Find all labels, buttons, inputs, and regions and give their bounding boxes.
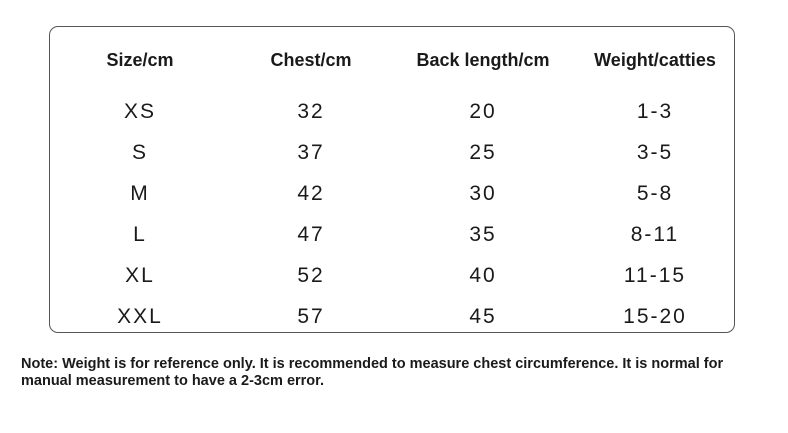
cell-back-length: 25 [469, 140, 497, 164]
column-header-chest: Chest/cm [270, 49, 352, 70]
cell-chest: 32 [297, 99, 325, 123]
cell-weight: 5-8 [636, 181, 674, 205]
cell-weight: 15-20 [623, 304, 687, 328]
cell-chest: 52 [297, 263, 325, 287]
column-header-weight: Weight/catties [594, 49, 716, 70]
table-row [50, 173, 736, 214]
table-row [50, 132, 736, 173]
size-chart-table [50, 27, 736, 337]
table-row [50, 214, 736, 255]
cell-back-length: 45 [469, 304, 497, 328]
cell-weight: 3-5 [636, 140, 674, 164]
cell-weight: 8-11 [630, 222, 680, 246]
cell-size: M [130, 181, 150, 205]
cell-size: XS [123, 99, 156, 123]
table-row [50, 255, 736, 296]
cell-weight: 11-15 [623, 263, 687, 287]
column-header-back-length: Back length/cm [416, 49, 550, 70]
cell-back-length: 30 [469, 181, 497, 205]
size-chart-panel [49, 26, 735, 333]
cell-back-length: 40 [469, 263, 497, 287]
cell-chest: 57 [297, 304, 325, 328]
cell-size: L [133, 222, 147, 246]
cell-size: XL [125, 263, 155, 287]
cell-back-length: 35 [469, 222, 497, 246]
cell-chest: 47 [297, 222, 325, 246]
cell-chest: 37 [297, 140, 325, 164]
cell-size: S [131, 140, 148, 164]
cell-weight: 1-3 [636, 99, 674, 123]
table-row [50, 91, 736, 132]
table-row [50, 296, 736, 337]
cell-chest: 42 [297, 181, 325, 205]
column-header-size: Size/cm [106, 49, 174, 70]
cell-back-length: 20 [469, 99, 497, 123]
measurement-note: Note: Weight is for reference only. It is recommended to measure chest circumference. It is normal for manual measurement to have a 2-3cm error. [21, 356, 724, 389]
table-header-row [50, 27, 736, 91]
cell-size: XXL [117, 304, 163, 328]
